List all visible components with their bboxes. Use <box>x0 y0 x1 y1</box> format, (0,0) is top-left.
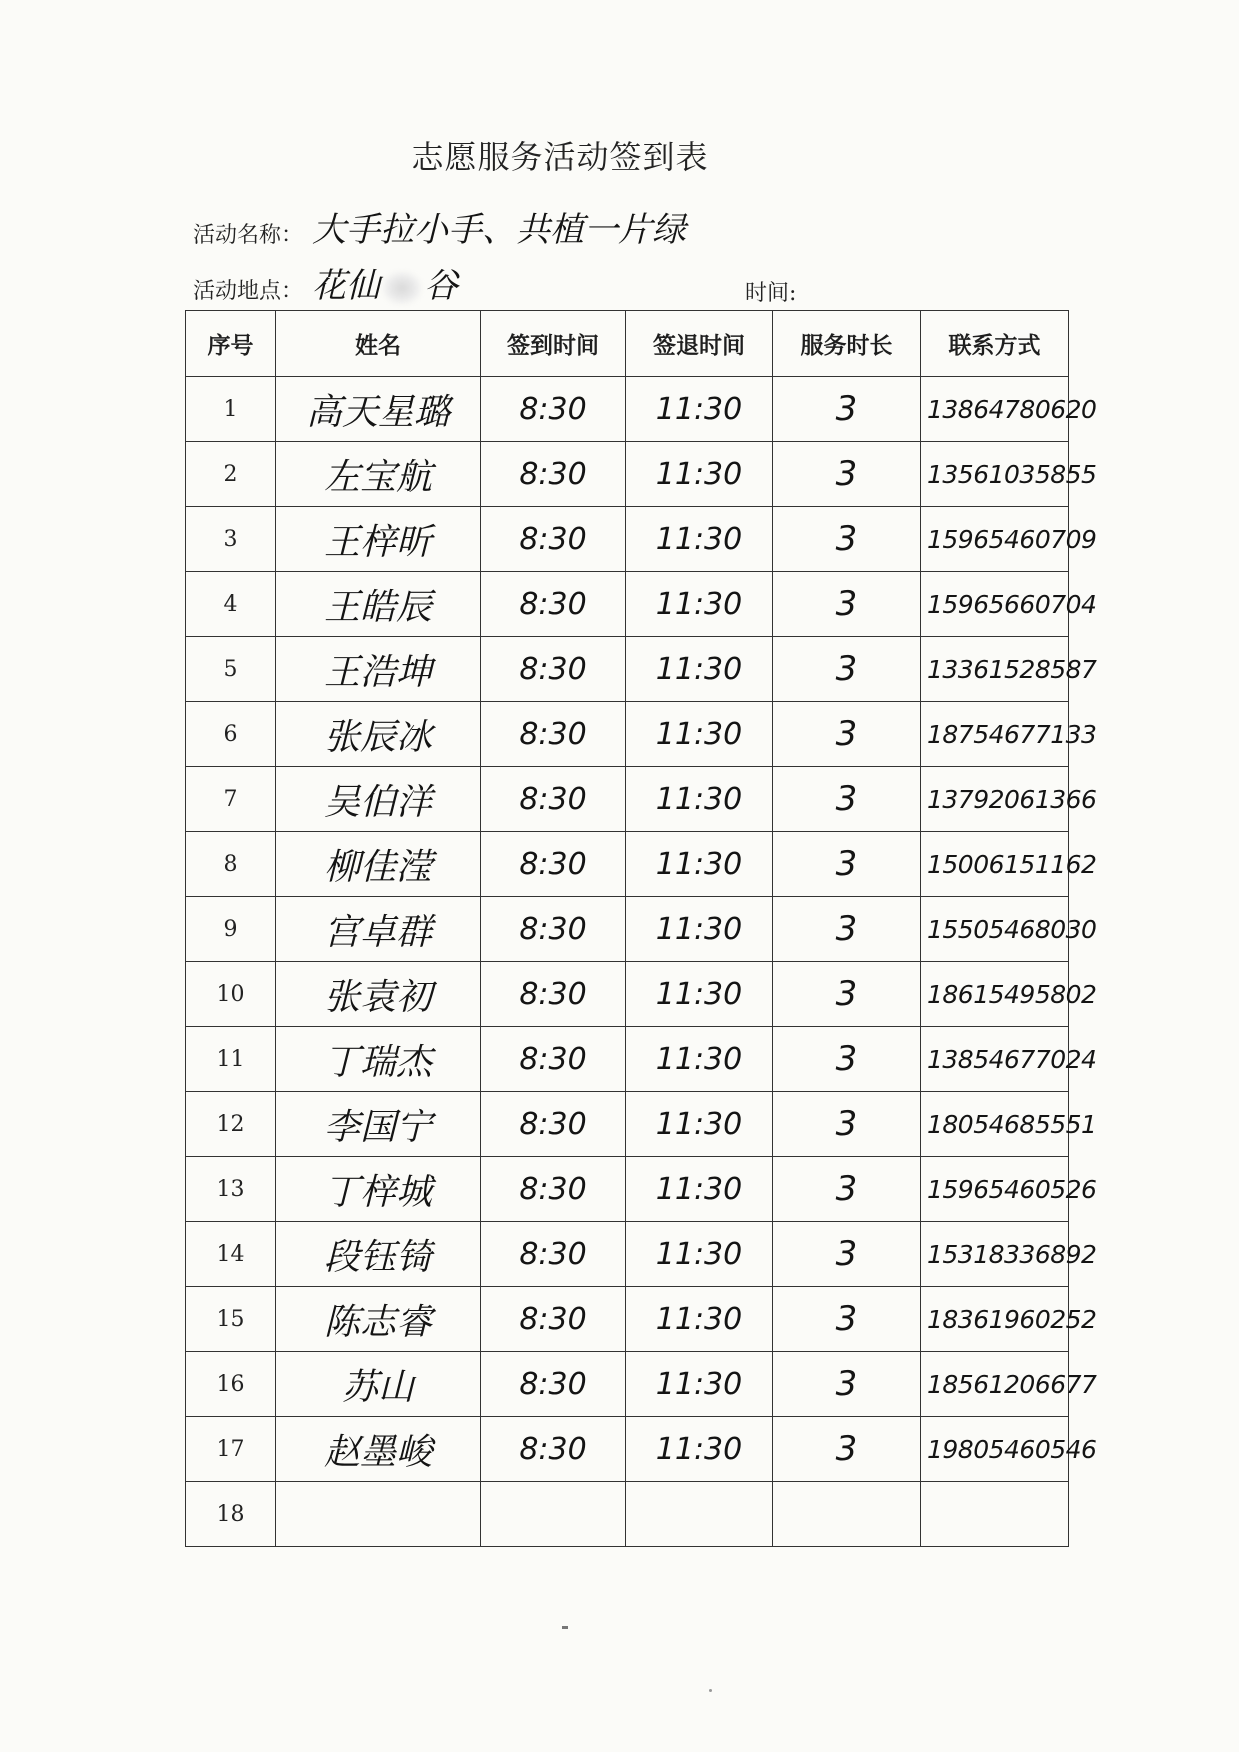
volunteer-name: 段钰锜 <box>276 1222 481 1287</box>
row-number: 5 <box>186 637 276 702</box>
table-row <box>186 1092 1069 1157</box>
contact-phone: 15965460709 <box>921 507 1069 572</box>
table-row <box>186 1157 1069 1222</box>
sign-in-time: 8:30 <box>481 1222 626 1287</box>
sign-in-table <box>185 310 1097 1547</box>
sign-in-time: 8:30 <box>481 897 626 962</box>
volunteer-name: 张袁初 <box>276 962 481 1027</box>
service-hours: 3 <box>773 1417 921 1482</box>
sign-in-time: 8:30 <box>481 1287 626 1352</box>
table-row <box>186 832 1069 897</box>
redaction-blur <box>382 271 422 305</box>
table-row <box>186 767 1069 832</box>
contact-phone: 18615495802 <box>921 962 1069 1027</box>
sign-out-time: 11:30 <box>626 637 773 702</box>
row-number: 15 <box>186 1287 276 1352</box>
service-hours: 3 <box>773 767 921 832</box>
sign-in-time: 8:30 <box>481 1027 626 1092</box>
service-hours: 3 <box>773 377 921 442</box>
volunteer-name: 柳佳滢 <box>276 832 481 897</box>
sign-in-time: 8:30 <box>481 962 626 1027</box>
sign-in-time: 8:30 <box>481 702 626 767</box>
service-hours: 3 <box>773 1027 921 1092</box>
volunteer-name: 高天星璐 <box>276 377 481 442</box>
service-hours: 3 <box>773 1287 921 1352</box>
sign-out-time: 11:30 <box>626 1417 773 1482</box>
contact-phone: 13361528587 <box>921 637 1069 702</box>
contact-phone: 15318336892 <box>921 1222 1069 1287</box>
table-row <box>186 1482 1069 1547</box>
sign-out-time: 11:30 <box>626 702 773 767</box>
volunteer-name: 苏山 <box>276 1352 481 1417</box>
row-number: 1 <box>186 377 276 442</box>
location-value-start: 花仙 <box>312 266 380 306</box>
sign-out-time: 11:30 <box>626 1352 773 1417</box>
table-row <box>186 637 1069 702</box>
table-row <box>186 1027 1069 1092</box>
table-header-row <box>186 311 1069 377</box>
table-row <box>186 962 1069 1027</box>
header-name: 姓名 <box>276 311 481 377</box>
sign-out-time: 11:30 <box>626 1287 773 1352</box>
table-row <box>186 1287 1069 1352</box>
sign-out-time: 11:30 <box>626 442 773 507</box>
volunteer-name: 王浩坤 <box>276 637 481 702</box>
sign-out-time: 11:30 <box>626 377 773 442</box>
sign-out-time: 11:30 <box>626 962 773 1027</box>
row-number: 3 <box>186 507 276 572</box>
row-number: 13 <box>186 1157 276 1222</box>
activity-location-value <box>312 258 458 307</box>
contact-phone <box>921 1482 1069 1547</box>
sign-out-time: 11:30 <box>626 1222 773 1287</box>
service-hours: 3 <box>773 832 921 897</box>
service-hours: 3 <box>773 1352 921 1417</box>
row-number: 9 <box>186 897 276 962</box>
sign-in-time: 8:30 <box>481 637 626 702</box>
sign-out-time: 11:30 <box>626 897 773 962</box>
contact-phone: 18054685551 <box>921 1092 1069 1157</box>
header-sign-out-time: 签退时间 <box>626 311 773 377</box>
location-value-end: 谷 <box>424 266 458 306</box>
row-number: 11 <box>186 1027 276 1092</box>
header-contact: 联系方式 <box>921 311 1069 377</box>
service-hours: 3 <box>773 507 921 572</box>
volunteer-name: 张辰冰 <box>276 702 481 767</box>
sign-out-time: 11:30 <box>626 1027 773 1092</box>
service-hours: 3 <box>773 1222 921 1287</box>
header-service-hours: 服务时长 <box>773 311 921 377</box>
service-hours <box>773 1482 921 1547</box>
table-row <box>186 702 1069 767</box>
row-number: 17 <box>186 1417 276 1482</box>
row-number: 4 <box>186 572 276 637</box>
volunteer-name: 陈志睿 <box>276 1287 481 1352</box>
contact-phone: 13864780620 <box>921 377 1069 442</box>
row-number: 12 <box>186 1092 276 1157</box>
table-row <box>186 897 1069 962</box>
contact-phone: 15965660704 <box>921 572 1069 637</box>
service-hours: 3 <box>773 637 921 702</box>
activity-location-label: 活动地点： <box>193 279 304 304</box>
volunteer-name: 吴伯洋 <box>276 767 481 832</box>
sign-in-time: 8:30 <box>481 377 626 442</box>
service-hours: 3 <box>773 572 921 637</box>
service-hours: 3 <box>773 702 921 767</box>
page-title: 志愿服务活动签到表 <box>411 138 709 176</box>
sign-out-time: 11:30 <box>626 832 773 897</box>
contact-phone: 15505468030 <box>921 897 1069 962</box>
table-row <box>186 442 1069 507</box>
activity-time-label: 时间: <box>745 281 797 306</box>
sign-out-time: 11:30 <box>626 767 773 832</box>
table-row <box>186 507 1069 572</box>
sign-in-time <box>481 1482 626 1547</box>
contact-phone: 18754677133 <box>921 702 1069 767</box>
contact-phone: 13792061366 <box>921 767 1069 832</box>
contact-phone: 15965460526 <box>921 1157 1069 1222</box>
sign-out-time: 11:30 <box>626 507 773 572</box>
service-hours: 3 <box>773 442 921 507</box>
row-number: 10 <box>186 962 276 1027</box>
volunteer-name: 丁梓城 <box>276 1157 481 1222</box>
contact-phone: 13854677024 <box>921 1027 1069 1092</box>
sign-out-time: 11:30 <box>626 1092 773 1157</box>
table-row <box>186 1352 1069 1417</box>
table-row <box>186 1417 1069 1482</box>
service-hours: 3 <box>773 897 921 962</box>
sign-out-time <box>626 1482 773 1547</box>
header-sign-in-time: 签到时间 <box>481 311 626 377</box>
table-row <box>186 572 1069 637</box>
sign-out-time: 11:30 <box>626 572 773 637</box>
header-number: 序号 <box>186 311 276 377</box>
row-number: 8 <box>186 832 276 897</box>
sign-out-time: 11:30 <box>626 1157 773 1222</box>
row-number: 16 <box>186 1352 276 1417</box>
row-number: 6 <box>186 702 276 767</box>
sign-in-time: 8:30 <box>481 1092 626 1157</box>
activity-name-value: 大手拉小手、共植一片绿 <box>312 210 686 250</box>
activity-name-label: 活动名称： <box>193 223 304 248</box>
table-row <box>186 377 1069 442</box>
service-hours: 3 <box>773 1157 921 1222</box>
sign-in-time: 8:30 <box>481 442 626 507</box>
row-number: 18 <box>186 1482 276 1547</box>
sign-in-time: 8:30 <box>481 1157 626 1222</box>
volunteer-name: 丁瑞杰 <box>276 1027 481 1092</box>
sign-in-time: 8:30 <box>481 1352 626 1417</box>
sign-in-time: 8:30 <box>481 767 626 832</box>
scan-mark <box>562 1626 568 1629</box>
sign-in-time: 8:30 <box>481 1417 626 1482</box>
row-number: 14 <box>186 1222 276 1287</box>
sign-in-time: 8:30 <box>481 832 626 897</box>
row-number: 2 <box>186 442 276 507</box>
contact-phone: 18561206677 <box>921 1352 1069 1417</box>
contact-phone: 18361960252 <box>921 1287 1069 1352</box>
service-hours: 3 <box>773 1092 921 1157</box>
row-number: 7 <box>186 767 276 832</box>
sign-in-time: 8:30 <box>481 507 626 572</box>
contact-phone: 15006151162 <box>921 832 1069 897</box>
service-hours: 3 <box>773 962 921 1027</box>
table-row <box>186 1222 1069 1287</box>
contact-phone: 19805460546 <box>921 1417 1069 1482</box>
volunteer-name: 宫卓群 <box>276 897 481 962</box>
volunteer-name: 王皓辰 <box>276 572 481 637</box>
sign-in-time: 8:30 <box>481 572 626 637</box>
volunteer-name: 左宝航 <box>276 442 481 507</box>
volunteer-name: 王梓昕 <box>276 507 481 572</box>
volunteer-name <box>276 1482 481 1547</box>
contact-phone: 13561035855 <box>921 442 1069 507</box>
volunteer-name: 赵墨峻 <box>276 1417 481 1482</box>
volunteer-name: 李国宁 <box>276 1092 481 1157</box>
scan-dot <box>709 1689 712 1692</box>
